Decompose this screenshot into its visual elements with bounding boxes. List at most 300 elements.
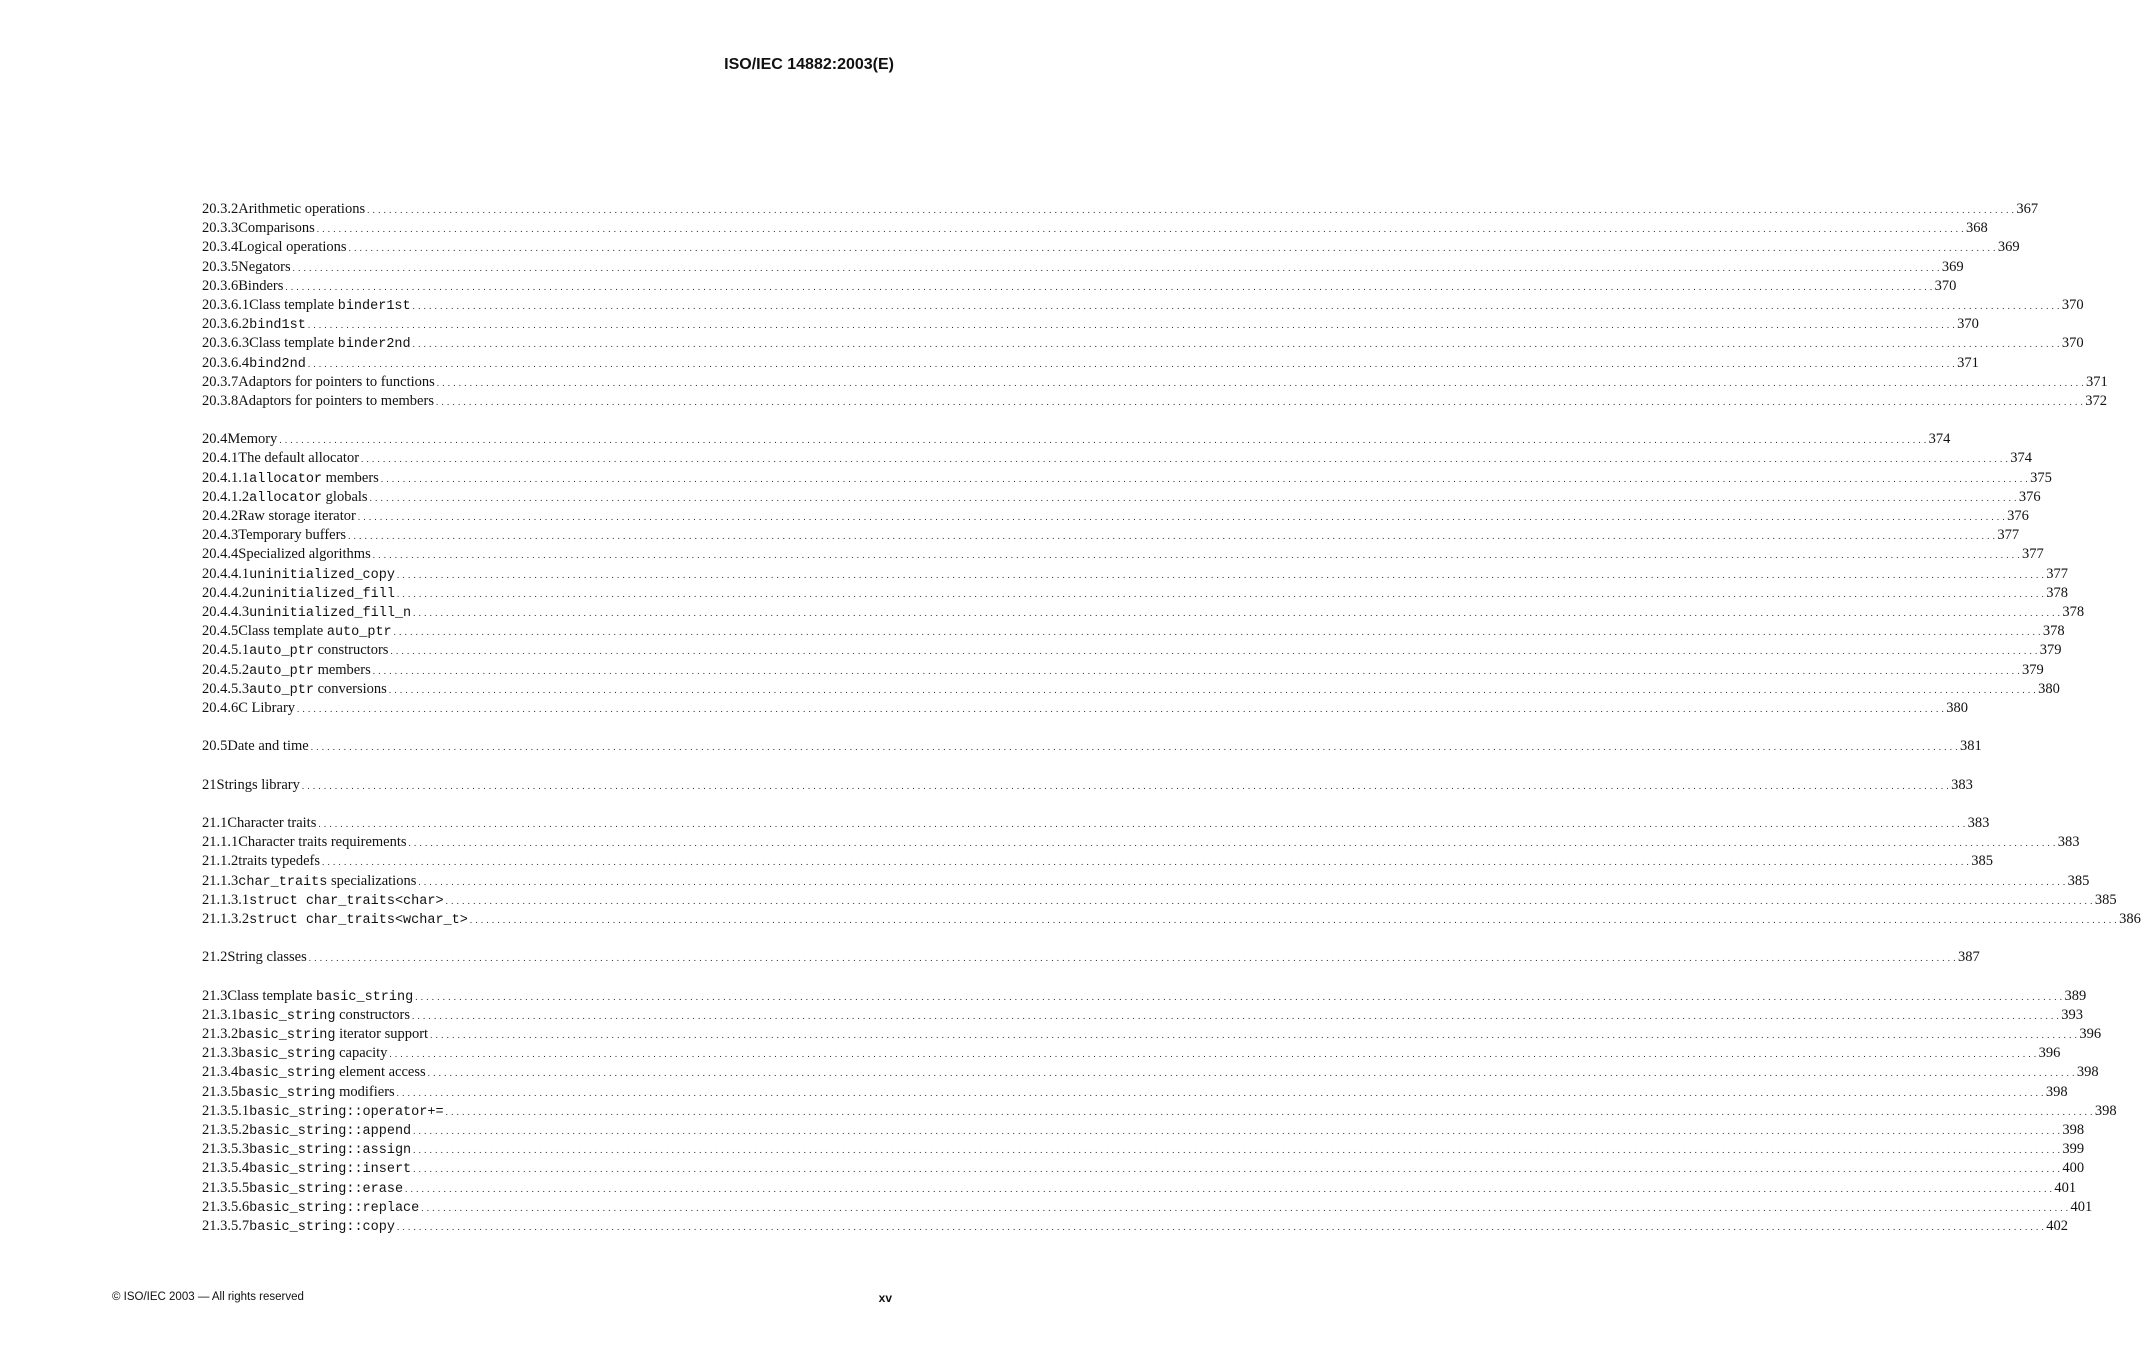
toc-section-number: 20.4.6 (202, 699, 239, 716)
toc-dot-leader: . . . . . . . . . . . . . . . . . . . . . . . . . . . . . . . . . . . . . . . . . . . . . . . . . . . . . . . . . . . . . . . . . . . . . . . . . . . . . . . . . . . . . . . . . . . . . . . . . . . . . . . . . . . . . . . . . . . . . . . . . . . . . . . . . . . . . . . . . . . . . . . . . . . . . . . . . . . . . . . . . . . . . . . . . . . . . . . . . . . . . . . . . . . . . . . . . . . . . . . . . . . . . . . . . . . . . . . . . . . . . . . . . . . . . . . . . . . . . . . . . . . . . . . . . . . . . . . . . . . . . . . . . . . . . . . . . . . . . . . . . . . . . . . . . . . . . . . . . . . . (310, 742, 1958, 753)
toc-entry[interactable] (202, 277, 1957, 296)
toc-section-number: 21 (202, 776, 217, 793)
toc-entry[interactable] (202, 1006, 2083, 1025)
toc-entry[interactable] (202, 1083, 2068, 1102)
toc-title (249, 1102, 443, 1122)
toc-title-code: struct char_traits<wchar_t> (249, 912, 468, 928)
toc-title-text: Temporary buffers (238, 527, 347, 544)
toc-page-number: 378 (2046, 584, 2068, 601)
toc-section-number: 20.4.5.1 (202, 642, 250, 659)
toc-entry[interactable] (202, 776, 1973, 795)
toc-dot-leader: . . . . . . . . . . . . . . . . . . . . . . . . . . . . . . . . . . . . . . . . . . . . . . . . . . . . . . . . . . . . . . . . . . . . . . . . . . . . . . . . . . . . . . . . . . . . . . . . . . . . . . . . . . . . . . . . . . . . . . . . . . . . . . . . . . . . . . . . . . . . . . . . . . . . . . . . . . . . . . . . . . . . . . . . . . . . . . . . . . . . . . . . . . . . . . . . . . . . . . . . . . . . . . . . . . . . . . . . . . . . . . . . . . . . . . . . . . . . . . . . . . . . . . . . . . . . . . . . . . . . . . . . . . . . . . . . . . . . . . . . . . . . . . . . . . . . . . . . . . . . (372, 665, 2020, 676)
toc-section-number: 20.4.1.2 (202, 488, 250, 505)
toc-title-text: specializations (327, 872, 417, 889)
toc-page-number: 401 (2070, 1198, 2093, 1215)
toc-title (249, 315, 306, 335)
toc-entry[interactable] (202, 1179, 2077, 1198)
toc-page-number: 393 (2061, 1006, 2083, 1023)
toc-title (227, 430, 277, 449)
toc-dot-leader: . . . . . . . . . . . . . . . . . . . . . . . . . . . . . . . . . . . . . . . . . . . . . . . . . . . . . . . . . . . . . . . . . . . . . . . . . . . . . . . . . . . . . . . . . . . . . . . . . . . . . . . . . . . . . . . . . . . . . . . . . . . . . . . . . . . . . . . . . . . . . . . . . . . . . . . . . . . . . . . . . . . . . . . . . . . . . . . . . . . . . . . . . . . . . . . . . . . . . . . . . . . . . . . . . . . . . . . . . . . . . . . . . . . . . . . . . . . . . . . . . . . . . . . . . . . . . . . . . . . . . . . . . . . . . . . . . . . . . . . . . . . . . . . . . . . . . . . . . . . . (389, 1049, 2037, 1060)
toc-spacer (202, 795, 894, 814)
toc-entry[interactable] (202, 449, 2033, 468)
toc-section-number: 20.4.5 (202, 623, 239, 640)
toc-title-code: basic_string (238, 1008, 336, 1024)
toc-title-text: Binders (238, 277, 284, 294)
toc-section-number: 21.3.5.3 (202, 1141, 250, 1158)
toc-page-number: 374 (1928, 431, 1951, 448)
toc-page-number: 398 (2076, 1064, 2099, 1081)
toc-title (227, 814, 316, 833)
toc-page-number: 375 (2030, 469, 2052, 486)
toc-title-text: The default allocator (238, 450, 360, 467)
toc-dot-leader: . . . . . . . . . . . . . . . . . . . . . . . . . . . . . . . . . . . . . . . . . . . . . . . . . . . . . . . . . . . . . . . . . . . . . . . . . . . . . . . . . . . . . . . . . . . . . . . . . . . . . . . . . . . . . . . . . . . . . . . . . . . . . . . . . . . . . . . . . . . . . . . . . . . . . . . . . . . . . . . . . . . . . . . . . . . . . . . . . . . . . . . . . . . . . . . . . . . . . . . . . . . . . . . . . . . . . . . . . . . . . . . . . . . . . . . . . . . . . . . . . . . . . . . . . . . . . . . . . . . . . . . . . . . . . . . . . . . . . . . . . . . . . . . . . . . . . . . . . . . . (408, 838, 2056, 849)
toc-dot-leader: . . . . . . . . . . . . . . . . . . . . . . . . . . . . . . . . . . . . . . . . . . . . . . . . . . . . . . . . . . . . . . . . . . . . . . . . . . . . . . . . . . . . . . . . . . . . . . . . . . . . . . . . . . . . . . . . . . . . . . . . . . . . . . . . . . . . . . . . . . . . . . . . . . . . . . . . . . . . . . . . . . . . . . . . . . . . . . . . . . . . . . . . . . . . . . . . . . . . . . . . . . . . . . . . . . . . . . . . . . . . . . . . . . . . . . . . . . . . . . . . . . . . . . . . . . . . . . . . . . . . . . . . . . . . . . . . . . . . . . . . . . . . . . . . . . . . . . . . . . . . (445, 1106, 2093, 1117)
toc-entry[interactable] (202, 1063, 2099, 1082)
toc-dot-leader: . . . . . . . . . . . . . . . . . . . . . . . . . . . . . . . . . . . . . . . . . . . . . . . . . . . . . . . . . . . . . . . . . . . . . . . . . . . . . . . . . . . . . . . . . . . . . . . . . . . . . . . . . . . . . . . . . . . . . . . . . . . . . . . . . . . . . . . . . . . . . . . . . . . . . . . . . . . . . . . . . . . . . . . . . . . . . . . . . . . . . . . . . . . . . . . . . . . . . . . . . . . . . . . . . . . . . . . . . . . . . . . . . . . . . . . . . . . . . . . . . . . . . . . . . . . . . . . . . . . . . . . . . . . . . . . . . . . . . . . . . . . . . . . . . . . . . . . . . . . . (436, 377, 2085, 388)
toc-title (238, 507, 356, 526)
toc-section-number: 20.3.6 (202, 277, 239, 294)
toc-title-text: Specialized algorithms (238, 546, 371, 563)
toc-title (238, 1025, 428, 1045)
toc-title (249, 1198, 419, 1218)
toc-title (249, 1179, 403, 1199)
toc-dot-leader: . . . . . . . . . . . . . . . . . . . . . . . . . . . . . . . . . . . . . . . . . . . . . . . . . . . . . . . . . . . . . . . . . . . . . . . . . . . . . . . . . . . . . . . . . . . . . . . . . . . . . . . . . . . . . . . . . . . . . . . . . . . . . . . . . . . . . . . . . . . . . . . . . . . . . . . . . . . . . . . . . . . . . . . . . . . . . . . . . . . . . . . . . . . . . . . . . . . . . . . . . . . . . . . . . . . . . . . . . . . . . . . . . . . . . . . . . . . . . . . . . . . . . . . . . . . . . . . . . . . . . . . . . . . . . . . . . . . . . . . . . . . . . . . . . . . . . . . . . . . . (445, 895, 2093, 906)
toc-entry[interactable] (202, 565, 2068, 584)
toc-page-number: 398 (2062, 1122, 2085, 1138)
toc-dot-leader: . . . . . . . . . . . . . . . . . . . . . . . . . . . . . . . . . . . . . . . . . . . . . . . . . . . . . . . . . . . . . . . . . . . . . . . . . . . . . . . . . . . . . . . . . . . . . . . . . . . . . . . . . . . . . . . . . . . . . . . . . . . . . . . . . . . . . . . . . . . . . . . . . . . . . . . . . . . . . . . . . . . . . . . . . . . . . . . . . . . . . . . . . . . . . . . . . . . . . . . . . . . . . . . . . . . . . . . . . . . . . . . . . . . . . . . . . . . . . . . . . . . . . . . . . . . . . . . . . . . . . . . . . . . . . . . . . . . . . . . . . . . . . . . . . . . . . . . . . . . . (367, 205, 2015, 215)
toc-title-text: Memory (227, 431, 278, 448)
toc-page-number: 378 (2042, 623, 2065, 640)
toc-entry[interactable] (202, 891, 2117, 910)
toc-page-number: 385 (1971, 853, 1993, 870)
toc-title (238, 200, 365, 219)
toc-entry[interactable] (202, 334, 2084, 353)
toc-title-text: C Library (238, 699, 296, 716)
toc-title (238, 1044, 387, 1064)
toc-page-number: 367 (2016, 201, 2039, 217)
toc-entry[interactable] (202, 469, 2052, 488)
toc-title (249, 296, 411, 316)
toc-entry[interactable] (202, 833, 2080, 852)
toc-entry[interactable] (202, 392, 2107, 411)
toc-section-number: 21.3.3 (202, 1045, 239, 1062)
toc-section-number: 20.3.3 (202, 220, 239, 237)
toc-page-number: 380 (2038, 680, 2060, 697)
toc-page-number: 396 (2038, 1045, 2061, 1062)
toc-entry[interactable] (202, 1159, 2085, 1178)
toc-page-number: 370 (2061, 335, 2084, 352)
toc-page-number: 386 (2119, 910, 2141, 927)
toc-page-number: 378 (2062, 603, 2085, 620)
toc-section-number: 20.4.4.1 (202, 565, 250, 582)
toc-title-code: allocator (249, 490, 323, 506)
table-of-contents (202, 200, 2141, 1236)
toc-page-number: 377 (2021, 546, 2044, 563)
toc-title (249, 603, 411, 623)
toc-section-number: 21.1.2 (202, 853, 239, 870)
toc-title (238, 449, 359, 468)
toc-entry[interactable] (202, 680, 2060, 699)
toc-section-number: 20.3.6.4 (202, 354, 250, 371)
toc-page-number: 398 (2045, 1083, 2068, 1100)
toc-page-number: 369 (1941, 258, 1964, 275)
toc-dot-leader: . . . . . . . . . . . . . . . . . . . . . . . . . . . . . . . . . . . . . . . . . . . . . . . . . . . . . . . . . . . . . . . . . . . . . . . . . . . . . . . . . . . . . . . . . . . . . . . . . . . . . . . . . . . . . . . . . . . . . . . . . . . . . . . . . . . . . . . . . . . . . . . . . . . . . . . . . . . . . . . . . . . . . . . . . . . . . . . . . . . . . . . . . . . . . . . . . . . . . . . . . . . . . . . . . . . . . . . . . . . . . . . . . . . . . . . . . . . . . . . . . . . . . . . . . . . . . . . . . . . . . . . . . . . . . . . . . . . . . . . . . . . . . . . . . . . . . . . . . . . . (322, 857, 1970, 868)
toc-page-number: 383 (2057, 834, 2080, 851)
toc-spacer (202, 756, 894, 775)
toc-page-number: 399 (2062, 1141, 2085, 1158)
toc-title-code: uninitialized_fill_n (249, 605, 412, 621)
toc-title-text: Class template (249, 296, 338, 313)
toc-title (217, 776, 300, 795)
toc-title-text: Class template (227, 987, 316, 1004)
toc-dot-leader: . . . . . . . . . . . . . . . . . . . . . . . . . . . . . . . . . . . . . . . . . . . . . . . . . . . . . . . . . . . . . . . . . . . . . . . . . . . . . . . . . . . . . . . . . . . . . . . . . . . . . . . . . . . . . . . . . . . . . . . . . . . . . . . . . . . . . . . . . . . . . . . . . . . . . . . . . . . . . . . . . . . . . . . . . . . . . . . . . . . . . . . . . . . . . . . . . . . . . . . . . . . . . . . . . . . . . . . . . . . . . . . . . . . . . . . . . . . . . . . . . . . . . . . . . . . . . . . . . . . . . . . . . . . . . . . . . . . . . . . . . . . . . . . . . . . . . . . . . . . . (396, 1221, 2045, 1232)
toc-page-number: 385 (2067, 872, 2090, 889)
toc-title (238, 622, 391, 642)
toc-entry[interactable] (202, 948, 1980, 967)
toc-title-code: basic_string::append (249, 1124, 412, 1139)
toc-entry[interactable] (202, 622, 2065, 641)
toc-entry[interactable] (202, 354, 1979, 373)
toc-section-number: 20.4.4.3 (202, 603, 250, 620)
toc-section-number: 20.3.5 (202, 258, 239, 275)
toc-entry[interactable] (202, 315, 1979, 334)
toc-title (238, 1006, 410, 1026)
toc-section-number: 20.3.6.3 (202, 335, 250, 352)
toc-title (249, 661, 371, 681)
toc-page-number: 398 (2094, 1102, 2117, 1119)
toc-title-code: basic_string::copy (249, 1219, 395, 1235)
toc-page-number: 370 (2061, 296, 2084, 313)
toc-title-text: Logical operations (238, 239, 347, 256)
toc-dot-leader: . . . . . . . . . . . . . . . . . . . . . . . . . . . . . . . . . . . . . . . . . . . . . . . . . . . . . . . . . . . . . . . . . . . . . . . . . . . . . . . . . . . . . . . . . . . . . . . . . . . . . . . . . . . . . . . . . . . . . . . . . . . . . . . . . . . . . . . . . . . . . . . . . . . . . . . . . . . . . . . . . . . . . . . . . . . . . . . . . . . . . . . . . . . . . . . . . . . . . . . . . . . . . . . . . . . . . . . . . . . . . . . . . . . . . . . . . . . . . . . . . . . . . . . . . . . . . . . . . . . . . . . . . . . . . . . . . . . . . . . . . . . . . . . . . . . . . . . . . . . . (390, 646, 2038, 657)
toc-section-number: 21.3.4 (202, 1064, 239, 1081)
toc-page-number: 387 (1957, 949, 1980, 966)
toc-title-text: Strings library (216, 776, 300, 793)
toc-title (238, 373, 435, 392)
toc-section-number: 21.3.5.6 (202, 1198, 250, 1215)
toc-title-text: conversions (313, 680, 387, 697)
toc-title-text: modifiers (335, 1083, 395, 1100)
toc-page-number: 383 (1967, 815, 1990, 831)
toc-dot-leader: . . . . . . . . . . . . . . . . . . . . . . . . . . . . . . . . . . . . . . . . . . . . . . . . . . . . . . . . . . . . . . . . . . . . . . . . . . . . . . . . . . . . . . . . . . . . . . . . . . . . . . . . . . . . . . . . . . . . . . . . . . . . . . . . . . . . . . . . . . . . . . . . . . . . . . . . . . . . . . . . . . . . . . . . . . . . . . . . . . . . . . . . . . . . . . . . . . . . . . . . . . . . . . . . . . . . . . . . . . . . . . . . . . . . . . . . . . . . . . . . . . . . . . . . . . . . . . . . . . . . . . . . . . . . . . . . . . . . . . . . . . . . . . . . . . . . . . . . . . . . (316, 224, 1965, 235)
toc-dot-leader: . . . . . . . . . . . . . . . . . . . . . . . . . . . . . . . . . . . . . . . . . . . . . . . . . . . . . . . . . . . . . . . . . . . . . . . . . . . . . . . . . . . . . . . . . . . . . . . . . . . . . . . . . . . . . . . . . . . . . . . . . . . . . . . . . . . . . . . . . . . . . . . . . . . . . . . . . . . . . . . . . . . . . . . . . . . . . . . . . . . . . . . . . . . . . . . . . . . . . . . . . . . . . . . . . . . . . . . . . . . . . . . . . . . . . . . . . . . . . . . . . . . . . . . . . . . . . . . . . . . . . . . . . . . . . . . . . . . . . . . . . . . . . . . . . . . . . . . . . . . . (413, 607, 2061, 618)
toc-title (249, 565, 395, 585)
toc-title (238, 277, 283, 296)
toc-dot-leader: . . . . . . . . . . . . . . . . . . . . . . . . . . . . . . . . . . . . . . . . . . . . . . . . . . . . . . . . . . . . . . . . . . . . . . . . . . . . . . . . . . . . . . . . . . . . . . . . . . . . . . . . . . . . . . . . . . . . . . . . . . . . . . . . . . . . . . . . . . . . . . . . . . . . . . . . . . . . . . . . . . . . . . . . . . . . . . . . . . . . . . . . . . . . . . . . . . . . . . . . . . . . . . . . . . . . . . . . . . . . . . . . . . . . . . . . . . . . . . . . . . . . . . . . . . . . . . . . . . . . . . . . . . . . . . . . . . . . . . . . . . . . . . . . . . . . . . . . . . . . (307, 358, 1956, 369)
toc-dot-leader: . . . . . . . . . . . . . . . . . . . . . . . . . . . . . . . . . . . . . . . . . . . . . . . . . . . . . . . . . . . . . . . . . . . . . . . . . . . . . . . . . . . . . . . . . . . . . . . . . . . . . . . . . . . . . . . . . . . . . . . . . . . . . . . . . . . . . . . . . . . . . . . . . . . . . . . . . . . . . . . . . . . . . . . . . . . . . . . . . . . . . . . . . . . . . . . . . . . . . . . . . . . . . . . . . . . . . . . . . . . . . . . . . . . . . . . . . . . . . . . . . . . . . . . . . . . . . . . . . . . . . . . . . . . . . . . . . . . . . . . . . . . . . . . . . . . . . . . . . . . . (412, 300, 2060, 311)
toc-section-number: 21.3.1 (202, 1006, 239, 1023)
toc-page-number: 381 (1959, 738, 1982, 755)
toc-dot-leader: . . . . . . . . . . . . . . . . . . . . . . . . . . . . . . . . . . . . . . . . . . . . . . . . . . . . . . . . . . . . . . . . . . . . . . . . . . . . . . . . . . . . . . . . . . . . . . . . . . . . . . . . . . . . . . . . . . . . . . . . . . . . . . . . . . . . . . . . . . . . . . . . . . . . . . . . . . . . . . . . . . . . . . . . . . . . . . . . . . . . . . . . . . . . . . . . . . . . . . . . . . . . . . . . . . . . . . . . . . . . . . . . . . . . . . . . . . . . . . . . . . . . . . . . . . . . . . . . . . . . . . . . . . . . . . . . . . . . . . . . . . . . . . . . . . . . . . . . . . . . (357, 512, 2006, 522)
toc-page-number: 379 (2039, 642, 2062, 659)
toc-page-number: 376 (2018, 488, 2041, 505)
toc-title-text: constructors (335, 1006, 410, 1023)
toc-dot-leader: . . . . . . . . . . . . . . . . . . . . . . . . . . . . . . . . . . . . . . . . . . . . . . . . . . . . . . . . . . . . . . . . . . . . . . . . . . . . . . . . . . . . . . . . . . . . . . . . . . . . . . . . . . . . . . . . . . . . . . . . . . . . . . . . . . . . . . . . . . . . . . . . . . . . . . . . . . . . . . . . . . . . . . . . . . . . . . . . . . . . . . . . . . . . . . . . . . . . . . . . . . . . . . . . . . . . . . . . . . . . . . . . . . . . . . . . . . . . . . . . . . . . . . . . . . . . . . . . . . . . . . . . . . . . . . . . . . . . . . . . . . . . . . . . . . . . . . . . . . . . (435, 396, 2084, 407)
toc-entry[interactable] (202, 1140, 2085, 1159)
toc-page-number: 380 (1946, 699, 1969, 716)
toc-entry[interactable] (202, 852, 1993, 871)
toc-title (249, 488, 367, 508)
toc-title (238, 219, 315, 238)
toc-title-code: basic_string (238, 1047, 336, 1063)
toc-title-text: constructors (313, 642, 389, 659)
toc-dot-leader: . . . . . . . . . . . . . . . . . . . . . . . . . . . . . . . . . . . . . . . . . . . . . . . . . . . . . . . . . . . . . . . . . . . . . . . . . . . . . . . . . . . . . . . . . . . . . . . . . . . . . . . . . . . . . . . . . . . . . . . . . . . . . . . . . . . . . . . . . . . . . . . . . . . . . . . . . . . . . . . . . . . . . . . . . . . . . . . . . . . . . . . . . . . . . . . . . . . . . . . . . . . . . . . . . . . . . . . . . . . . . . . . . . . . . . . . . . . . . . . . . . . . . . . . . . . . . . . . . . . . . . . . . . . . . . . . . . . . . . . . . . . . . . . . . . . . . . . . . . . . (279, 435, 1927, 446)
toc-title-text: Adaptors for pointers to members (238, 392, 434, 409)
toc-dot-leader: . . . . . . . . . . . . . . . . . . . . . . . . . . . . . . . . . . . . . . . . . . . . . . . . . . . . . . . . . . . . . . . . . . . . . . . . . . . . . . . . . . . . . . . . . . . . . . . . . . . . . . . . . . . . . . . . . . . . . . . . . . . . . . . . . . . . . . . . . . . . . . . . . . . . . . . . . . . . . . . . . . . . . . . . . . . . . . . . . . . . . . . . . . . . . . . . . . . . . . . . . . . . . . . . . . . . . . . . . . . . . . . . . . . . . . . . . . . . . . . . . . . . . . . . . . . . . . . . . . . . . . . . . . . . . . . . . . . . . . . . . . . . . . . . . . . . . . . . . . . . (430, 1030, 2078, 1041)
toc-title-text: Arithmetic operations (238, 201, 366, 217)
toc-dot-leader: . . . . . . . . . . . . . . . . . . . . . . . . . . . . . . . . . . . . . . . . . . . . . . . . . . . . . . . . . . . . . . . . . . . . . . . . . . . . . . . . . . . . . . . . . . . . . . . . . . . . . . . . . . . . . . . . . . . . . . . . . . . . . . . . . . . . . . . . . . . . . . . . . . . . . . . . . . . . . . . . . . . . . . . . . . . . . . . . . . . . . . . . . . . . . . . . . . . . . . . . . . . . . . . . . . . . . . . . . . . . . . . . . . . . . . . . . . . . . . . . . . . . . . . . . . . . . . . . . . . . . . . . . . . . . . . . . . . . . . . . . . . . . . . . . . . . . . . . . . . . (297, 703, 1945, 714)
toc-title-text: Class template (238, 623, 327, 640)
toc-section-number: 20.3.6.1 (202, 296, 250, 313)
toc-dot-leader: . . . . . . . . . . . . . . . . . . . . . . . . . . . . . . . . . . . . . . . . . . . . . . . . . . . . . . . . . . . . . . . . . . . . . . . . . . . . . . . . . . . . . . . . . . . . . . . . . . . . . . . . . . . . . . . . . . . . . . . . . . . . . . . . . . . . . . . . . . . . . . . . . . . . . . . . . . . . . . . . . . . . . . . . . . . . . . . . . . . . . . . . . . . . . . . . . . . . . . . . . . . . . . . . . . . . . . . . . . . . . . . . . . . . . . . . . . . . . . . . . . . . . . . . . . . . . . . . . . . . . . . . . . . . . . . . . . . . . . . . . . . . . . . . . . . . . . . . . . . . (285, 281, 1933, 292)
toc-title (238, 1083, 394, 1103)
toc-title-text: iterator support (335, 1026, 429, 1043)
toc-title-code: uninitialized_fill (249, 586, 395, 602)
toc-title (227, 987, 413, 1007)
toc-dot-leader: . . . . . . . . . . . . . . . . . . . . . . . . . . . . . . . . . . . . . . . . . . . . . . . . . . . . . . . . . . . . . . . . . . . . . . . . . . . . . . . . . . . . . . . . . . . . . . . . . . . . . . . . . . . . . . . . . . . . . . . . . . . . . . . . . . . . . . . . . . . . . . . . . . . . . . . . . . . . . . . . . . . . . . . . . . . . . . . . . . . . . . . . . . . . . . . . . . . . . . . . . . . . . . . . . . . . . . . . . . . . . . . . . . . . . . . . . . . . . . . . . . . . . . . . . . . . . . . . . . . . . . . . . . . . . . . . . . . . . . . . . . . . . . . . . . . . . . . . . . . . (380, 473, 2029, 484)
toc-section-number: 21.3.5.5 (202, 1179, 250, 1196)
toc-section-number: 21.1 (202, 815, 228, 831)
toc-dot-leader: . . . . . . . . . . . . . . . . . . . . . . . . . . . . . . . . . . . . . . . . . . . . . . . . . . . . . . . . . . . . . . . . . . . . . . . . . . . . . . . . . . . . . . . . . . . . . . . . . . . . . . . . . . . . . . . . . . . . . . . . . . . . . . . . . . . . . . . . . . . . . . . . . . . . . . . . . . . . . . . . . . . . . . . . . . . . . . . . . . . . . . . . . . . . . . . . . . . . . . . . . . . . . . . . . . . . . . . . . . . . . . . . . . . . . . . . . . . . . . . . . . . . . . . . . . . . . . . . . . . . . . . . . . . . . . . . . . . . . . . . . . . . . . . . . . . . . . . . . . . . (348, 243, 1996, 254)
toc-section-number: 21.3.5.7 (202, 1217, 250, 1234)
toc-title-text: globals (322, 488, 368, 505)
toc-title (249, 680, 387, 700)
toc-title-text: capacity (335, 1045, 388, 1062)
toc-title-text: traits typedefs (238, 853, 320, 870)
toc-section-number: 20.4.1.1 (202, 469, 250, 486)
toc-entry[interactable] (202, 1025, 2102, 1044)
toc-entry[interactable] (202, 373, 2108, 392)
toc-page-number: 368 (1966, 220, 1988, 237)
toc-title-text: Comparisons (238, 220, 315, 237)
toc-dot-leader: . . . . . . . . . . . . . . . . . . . . . . . . . . . . . . . . . . . . . . . . . . . . . . . . . . . . . . . . . . . . . . . . . . . . . . . . . . . . . . . . . . . . . . . . . . . . . . . . . . . . . . . . . . . . . . . . . . . . . . . . . . . . . . . . . . . . . . . . . . . . . . . . . . . . . . . . . . . . . . . . . . . . . . . . . . . . . . . . . . . . . . . . . . . . . . . . . . . . . . . . . . . . . . . . . . . . . . . . . . . . . . . . . . . . . . . . . . . . . . . . . . . . . . . . . . . . . . . . . . . . . . . . . . . . . . . . . . . . . . . . . . . . . . . . . . . . . . . . . . . . (388, 684, 2037, 695)
toc-dot-leader: . . . . . . . . . . . . . . . . . . . . . . . . . . . . . . . . . . . . . . . . . . . . . . . . . . . . . . . . . . . . . . . . . . . . . . . . . . . . . . . . . . . . . . . . . . . . . . . . . . . . . . . . . . . . . . . . . . . . . . . . . . . . . . . . . . . . . . . . . . . . . . . . . . . . . . . . . . . . . . . . . . . . . . . . . . . . . . . . . . . . . . . . . . . . . . . . . . . . . . . . . . . . . . . . . . . . . . . . . . . . . . . . . . . . . . . . . . . . . . . . . . . . . . . . . . . . . . . . . . . . . . . . . . . . . . . . . . . . . . . . . . . . . . . . . . . . . . . . . . . . (412, 339, 2060, 350)
toc-page-number: 396 (2079, 1026, 2102, 1043)
toc-dot-leader: . . . . . . . . . . . . . . . . . . . . . . . . . . . . . . . . . . . . . . . . . . . . . . . . . . . . . . . . . . . . . . . . . . . . . . . . . . . . . . . . . . . . . . . . . . . . . . . . . . . . . . . . . . . . . . . . . . . . . . . . . . . . . . . . . . . . . . . . . . . . . . . . . . . . . . . . . . . . . . . . . . . . . . . . . . . . . . . . . . . . . . . . . . . . . . . . . . . . . . . . . . . . . . . . . . . . . . . . . . . . . . . . . . . . . . . . . . . . . . . . . . . . . . . . . . . . . . . . . . . . . . . . . . . . . . . . . . . . . . . . . . . . . . . . . . . . . . . . . . . . (393, 627, 2041, 638)
toc-section-number: 20.4.4 (202, 546, 239, 563)
toc-title-code: auto_ptr (326, 625, 392, 641)
toc-title-code: auto_ptr (249, 644, 314, 660)
toc-title-code: basic_string::erase (249, 1181, 404, 1197)
toc-entry[interactable] (202, 1044, 2061, 1063)
toc-title-code: uninitialized_copy (249, 567, 395, 583)
toc-section-number: 20.3.7 (202, 373, 239, 390)
toc-dot-leader: . . . . . . . . . . . . . . . . . . . . . . . . . . . . . . . . . . . . . . . . . . . . . . . . . . . . . . . . . . . . . . . . . . . . . . . . . . . . . . . . . . . . . . . . . . . . . . . . . . . . . . . . . . . . . . . . . . . . . . . . . . . . . . . . . . . . . . . . . . . . . . . . . . . . . . . . . . . . . . . . . . . . . . . . . . . . . . . . . . . . . . . . . . . . . . . . . . . . . . . . . . . . . . . . . . . . . . . . . . . . . . . . . . . . . . . . . . . . . . . . . . . . . . . . . . . . . . . . . . . . . . . . . . . . . . . . . . . . . . . . . . . . . . . . . . . . . . . . . . . . (413, 1164, 2061, 1175)
toc-dot-leader: . . . . . . . . . . . . . . . . . . . . . . . . . . . . . . . . . . . . . . . . . . . . . . . . . . . . . . . . . . . . . . . . . . . . . . . . . . . . . . . . . . . . . . . . . . . . . . . . . . . . . . . . . . . . . . . . . . . . . . . . . . . . . . . . . . . . . . . . . . . . . . . . . . . . . . . . . . . . . . . . . . . . . . . . . . . . . . . . . . . . . . . . . . . . . . . . . . . . . . . . . . . . . . . . . . . . . . . . . . . . . . . . . . . . . . . . . . . . . . . . . . . . . . . . . . . . . . . . . . . . . . . . . . . . . . . . . . . . . . . . . . . . . . . . . . . . . . . . . . . . (405, 1183, 2053, 1194)
toc-entry[interactable] (202, 987, 2087, 1006)
toc-entry[interactable] (202, 1198, 2093, 1217)
toc-entry[interactable] (202, 430, 1951, 449)
toc-page-number: 385 (2094, 891, 2117, 908)
toc-entry[interactable] (202, 1121, 2085, 1140)
toc-page-number: 369 (1997, 239, 2020, 256)
toc-title-code: basic_string (238, 1028, 336, 1044)
toc-entry[interactable] (202, 507, 2029, 526)
toc-title-code: bind1st (249, 318, 306, 334)
toc-title (249, 891, 443, 911)
toc-entry[interactable] (202, 872, 2090, 891)
toc-title-code: basic_string::replace (249, 1200, 420, 1216)
toc-page-number: 379 (2021, 661, 2044, 678)
toc-spacer (202, 929, 894, 948)
toc-dot-leader: . . . . . . . . . . . . . . . . . . . . . . . . . . . . . . . . . . . . . . . . . . . . . . . . . . . . . . . . . . . . . . . . . . . . . . . . . . . . . . . . . . . . . . . . . . . . . . . . . . . . . . . . . . . . . . . . . . . . . . . . . . . . . . . . . . . . . . . . . . . . . . . . . . . . . . . . . . . . . . . . . . . . . . . . . . . . . . . . . . . . . . . . . . . . . . . . . . . . . . . . . . . . . . . . . . . . . . . . . . . . . . . . . . . . . . . . . . . . . . . . . . . . . . . . . . . . . . . . . . . . . . . . . . . . . . . . . . . . . . . . . . . . . . . . . . . . . . . . . . . . (427, 1068, 2075, 1079)
toc-section-number: 21.3.2 (202, 1026, 239, 1043)
toc-entry[interactable] (202, 603, 2085, 622)
toc-entry[interactable] (202, 814, 1990, 833)
toc-dot-leader: . . . . . . . . . . . . . . . . . . . . . . . . . . . . . . . . . . . . . . . . . . . . . . . . . . . . . . . . . . . . . . . . . . . . . . . . . . . . . . . . . . . . . . . . . . . . . . . . . . . . . . . . . . . . . . . . . . . . . . . . . . . . . . . . . . . . . . . . . . . . . . . . . . . . . . . . . . . . . . . . . . . . . . . . . . . . . . . . . . . . . . . . . . . . . . . . . . . . . . . . . . . . . . . . . . . . . . . . . . . . . . . . . . . . . . . . . . . . . . . . . . . . . . . . . . . . . . . . . . . . . . . . . . . . . . . . . . . . . . . . . . . . . . . . . . . . . . . . . . . . (413, 1145, 2061, 1156)
toc-dot-leader: . . . . . . . . . . . . . . . . . . . . . . . . . . . . . . . . . . . . . . . . . . . . . . . . . . . . . . . . . . . . . . . . . . . . . . . . . . . . . . . . . . . . . . . . . . . . . . . . . . . . . . . . . . . . . . . . . . . . . . . . . . . . . . . . . . . . . . . . . . . . . . . . . . . . . . . . . . . . . . . . . . . . . . . . . . . . . . . . . . . . . . . . . . . . . . . . . . . . . . . . . . . . . . . . . . . . . . . . . . . . . . . . . . . . . . . . . . . . . . . . . . . . . . . . . . . . . . . . . . . . . . . . . . . . . . . . . . . . . . . . . . . . . . . . . . . . . . . . . . . . (318, 819, 1966, 829)
toc-title-text: Character traits requirements (238, 834, 407, 851)
toc-title (238, 699, 295, 718)
toc-dot-leader: . . . . . . . . . . . . . . . . . . . . . . . . . . . . . . . . . . . . . . . . . . . . . . . . . . . . . . . . . . . . . . . . . . . . . . . . . . . . . . . . . . . . . . . . . . . . . . . . . . . . . . . . . . . . . . . . . . . . . . . . . . . . . . . . . . . . . . . . . . . . . . . . . . . . . . . . . . . . . . . . . . . . . . . . . . . . . . . . . . . . . . . . . . . . . . . . . . . . . . . . . . . . . . . . . . . . . . . . . . . . . . . . . . . . . . . . . . . . . . . . . . . . . . . . . . . . . . . . . . . . . . . . . . . . . . . . . . . . . . . . . . . . . . . . . . . . . . . . . . . . (413, 1126, 2061, 1136)
toc-entry[interactable] (202, 661, 2044, 680)
toc-title-code: basic_string (238, 1066, 336, 1082)
toc-section-number: 20.4 (202, 431, 228, 448)
toc-section-number: 20.4.4.2 (202, 584, 250, 601)
page-number-footer: xv (878, 1291, 892, 1305)
toc-entry[interactable] (202, 737, 1982, 756)
toc-section-number: 20.3.8 (202, 392, 239, 409)
toc-section-number: 20.4.2 (202, 508, 239, 524)
toc-dot-leader: . . . . . . . . . . . . . . . . . . . . . . . . . . . . . . . . . . . . . . . . . . . . . . . . . . . . . . . . . . . . . . . . . . . . . . . . . . . . . . . . . . . . . . . . . . . . . . . . . . . . . . . . . . . . . . . . . . . . . . . . . . . . . . . . . . . . . . . . . . . . . . . . . . . . . . . . . . . . . . . . . . . . . . . . . . . . . . . . . . . . . . . . . . . . . . . . . . . . . . . . . . . . . . . . . . . . . . . . . . . . . . . . . . . . . . . . . . . . . . . . . . . . . . . . . . . . . . . . . . . . . . . . . . . . . . . . . . . . . . . . . . . . . . . . . . . . . . . . . . . . (348, 531, 1996, 542)
toc-entry[interactable] (202, 641, 2062, 660)
toc-page-number: 401 (2054, 1179, 2077, 1196)
toc-page-number: 374 (2010, 450, 2033, 467)
copyright-footer: © ISO/IEC 2003 — All rights reserved (112, 1291, 304, 1303)
toc-title (238, 526, 346, 545)
toc-title-code: basic_string (315, 989, 414, 1005)
toc-title-text: members (322, 469, 379, 486)
toc-title-code: auto_ptr (249, 663, 314, 679)
toc-section-number: 20.3.4 (202, 239, 239, 256)
toc-title (238, 392, 434, 411)
toc-entry[interactable] (202, 258, 1964, 277)
toc-title (249, 1159, 411, 1179)
toc-section-number: 20.4.5.3 (202, 680, 250, 697)
toc-title (227, 737, 308, 756)
toc-page-number: 372 (2085, 392, 2107, 409)
toc-title (249, 1121, 411, 1141)
toc-title-text: Adaptors for pointers to functions (238, 373, 435, 390)
toc-section-number: 20.5 (202, 738, 228, 755)
toc-title (238, 258, 290, 277)
toc-page-number: 402 (2046, 1217, 2068, 1234)
toc-entry[interactable] (202, 238, 2020, 257)
toc-entry[interactable] (202, 200, 2039, 219)
toc-title (238, 852, 320, 871)
toc-page-number: 370 (1957, 316, 1979, 333)
toc-title-code: basic_string::operator+= (249, 1104, 444, 1120)
toc-entry[interactable] (202, 1102, 2117, 1121)
toc-title-text: Class template (249, 335, 338, 352)
toc-dot-leader: . . . . . . . . . . . . . . . . . . . . . . . . . . . . . . . . . . . . . . . . . . . . . . . . . . . . . . . . . . . . . . . . . . . . . . . . . . . . . . . . . . . . . . . . . . . . . . . . . . . . . . . . . . . . . . . . . . . . . . . . . . . . . . . . . . . . . . . . . . . . . . . . . . . . . . . . . . . . . . . . . . . . . . . . . . . . . . . . . . . . . . . . . . . . . . . . . . . . . . . . . . . . . . . . . . . . . . . . . . . . . . . . . . . . . . . . . . . . . . . . . . . . . . . . . . . . . . . . . . . . . . . . . . . . . . . . . . . . . . . . . . . . . . . . . . . . . . . . . . . . (421, 1202, 2069, 1213)
toc-page-number: 371 (1957, 354, 1979, 371)
toc-section-number: 21.1.3 (202, 872, 239, 889)
toc-title-text: element access (335, 1064, 426, 1081)
document-id-header: ISO/IEC 14882:2003(E) (724, 56, 894, 73)
toc-entry[interactable] (202, 219, 1988, 238)
toc-title-code: allocator (249, 471, 323, 487)
toc-spacer (202, 411, 894, 430)
toc-dot-leader: . . . . . . . . . . . . . . . . . . . . . . . . . . . . . . . . . . . . . . . . . . . . . . . . . . . . . . . . . . . . . . . . . . . . . . . . . . . . . . . . . . . . . . . . . . . . . . . . . . . . . . . . . . . . . . . . . . . . . . . . . . . . . . . . . . . . . . . . . . . . . . . . . . . . . . . . . . . . . . . . . . . . . . . . . . . . . . . . . . . . . . . . . . . . . . . . . . . . . . . . . . . . . . . . . . . . . . . . . . . . . . . . . . . . . . . . . . . . . . . . . . . . . . . . . . . . . . . . . . . . . . . . . . . . . . . . . . . . . . . . . . . . . . . . . . . . . . . . . . . . (307, 320, 1956, 331)
toc-title-code: binder1st (337, 298, 411, 314)
toc-section-number: 20.3.2 (202, 201, 239, 217)
toc-entry[interactable] (202, 488, 2041, 507)
toc-title (249, 584, 395, 604)
toc-title (238, 1063, 425, 1083)
toc-page-number: 377 (2046, 565, 2068, 582)
toc-section-number: 21.1.1 (202, 834, 239, 851)
toc-section-number: 20.3.6.2 (202, 316, 250, 333)
toc-title-text: Character traits (227, 815, 317, 831)
toc-entry[interactable] (202, 1217, 2068, 1236)
toc-title (238, 833, 406, 852)
toc-title (249, 1217, 395, 1237)
toc-title-text: String classes (227, 949, 307, 966)
toc-dot-leader: . . . . . . . . . . . . . . . . . . . . . . . . . . . . . . . . . . . . . . . . . . . . . . . . . . . . . . . . . . . . . . . . . . . . . . . . . . . . . . . . . . . . . . . . . . . . . . . . . . . . . . . . . . . . . . . . . . . . . . . . . . . . . . . . . . . . . . . . . . . . . . . . . . . . . . . . . . . . . . . . . . . . . . . . . . . . . . . . . . . . . . . . . . . . . . . . . . . . . . . . . . . . . . . . . . . . . . . . . . . . . . . . . . . . . . . . . . . . . . . . . . . . . . . . . . . . . . . . . . . . . . . . . . . . . . . . . . . . . . . . . . . . . . . . . . . . . . . . . . . . (396, 1087, 2044, 1098)
toc-dot-leader: . . . . . . . . . . . . . . . . . . . . . . . . . . . . . . . . . . . . . . . . . . . . . . . . . . . . . . . . . . . . . . . . . . . . . . . . . . . . . . . . . . . . . . . . . . . . . . . . . . . . . . . . . . . . . . . . . . . . . . . . . . . . . . . . . . . . . . . . . . . . . . . . . . . . . . . . . . . . . . . . . . . . . . . . . . . . . . . . . . . . . . . . . . . . . . . . . . . . . . . . . . . . . . . . . . . . . . . . . . . . . . . . . . . . . . . . . . . . . . . . . . . . . . . . . . . . . . . . . . . . . . . . . . . . . . . . . . . . . . . . . . . . . . . . . . . . . . . . . . . . (396, 588, 2045, 599)
toc-page-number: 377 (1997, 527, 2020, 544)
toc-dot-leader: . . . . . . . . . . . . . . . . . . . . . . . . . . . . . . . . . . . . . . . . . . . . . . . . . . . . . . . . . . . . . . . . . . . . . . . . . . . . . . . . . . . . . . . . . . . . . . . . . . . . . . . . . . . . . . . . . . . . . . . . . . . . . . . . . . . . . . . . . . . . . . . . . . . . . . . . . . . . . . . . . . . . . . . . . . . . . . . . . . . . . . . . . . . . . . . . . . . . . . . . . . . . . . . . . . . . . . . . . . . . . . . . . . . . . . . . . . . . . . . . . . . . . . . . . . . . . . . . . . . . . . . . . . . . . . . . . . . . . . . . . . . . . . . . . . . . . . . . . . . . (411, 1010, 2060, 1021)
toc-spacer (202, 968, 894, 987)
toc-section-number: 21.3.5.4 (202, 1160, 250, 1177)
toc-page-number: 370 (1934, 277, 1957, 294)
toc-title-code: char_traits (238, 874, 328, 890)
toc-title (249, 1140, 411, 1160)
toc-title (249, 641, 388, 661)
toc-entry[interactable] (202, 526, 2020, 545)
toc-title-text: Date and time (227, 738, 309, 755)
toc-title (249, 469, 379, 489)
toc-section-number: 21.3.5.1 (202, 1102, 250, 1119)
toc-title-code: auto_ptr (249, 682, 314, 698)
toc-dot-leader: . . . . . . . . . . . . . . . . . . . . . . . . . . . . . . . . . . . . . . . . . . . . . . . . . . . . . . . . . . . . . . . . . . . . . . . . . . . . . . . . . . . . . . . . . . . . . . . . . . . . . . . . . . . . . . . . . . . . . . . . . . . . . . . . . . . . . . . . . . . . . . . . . . . . . . . . . . . . . . . . . . . . . . . . . . . . . . . . . . . . . . . . . . . . . . . . . . . . . . . . . . . . . . . . . . . . . . . . . . . . . . . . . . . . . . . . . . . . . . . . . . . . . . . . . . . . . . . . . . . . . . . . . . . . . . . . . . . . . . . . . . . . . . . . . . . . . . . . . . . . (418, 876, 2066, 887)
toc-title-code: basic_string::insert (249, 1162, 412, 1178)
toc-title-text: Negators (238, 258, 291, 275)
toc-page-number: 376 (2007, 508, 2029, 524)
toc-title (249, 910, 468, 930)
toc-section-number: 21.3 (202, 987, 228, 1004)
toc-section-number: 21.1.3.2 (202, 910, 250, 927)
toc-title-text: Raw storage iterator (238, 508, 356, 524)
toc-title-code: binder2nd (337, 337, 411, 353)
toc-section-number: 20.4.3 (202, 527, 239, 544)
toc-dot-leader: . . . . . . . . . . . . . . . . . . . . . . . . . . . . . . . . . . . . . . . . . . . . . . . . . . . . . . . . . . . . . . . . . . . . . . . . . . . . . . . . . . . . . . . . . . . . . . . . . . . . . . . . . . . . . . . . . . . . . . . . . . . . . . . . . . . . . . . . . . . . . . . . . . . . . . . . . . . . . . . . . . . . . . . . . . . . . . . . . . . . . . . . . . . . . . . . . . . . . . . . . . . . . . . . . . . . . . . . . . . . . . . . . . . . . . . . . . . . . . . . . . . . . . . . . . . . . . . . . . . . . . . . . . . . . . . . . . . . . . . . . . . . . . . . . . . . . . . . . . . . (415, 991, 2063, 1002)
toc-entry[interactable] (202, 545, 2044, 564)
toc-section-number: 21.3.5.2 (202, 1122, 250, 1138)
toc-section-number: 21.2 (202, 949, 228, 966)
toc-title-text: members (313, 661, 371, 678)
toc-page-number: 371 (2086, 373, 2108, 390)
toc-entry[interactable] (202, 699, 1969, 718)
toc-dot-leader: . . . . . . . . . . . . . . . . . . . . . . . . . . . . . . . . . . . . . . . . . . . . . . . . . . . . . . . . . . . . . . . . . . . . . . . . . . . . . . . . . . . . . . . . . . . . . . . . . . . . . . . . . . . . . . . . . . . . . . . . . . . . . . . . . . . . . . . . . . . . . . . . . . . . . . . . . . . . . . . . . . . . . . . . . . . . . . . . . . . . . . . . . . . . . . . . . . . . . . . . . . . . . . . . . . . . . . . . . . . . . . . . . . . . . . . . . . . . . . . . . . . . . . . . . . . . . . . . . . . . . . . . . . . . . . . . . . . . . . . . . . . . . . . . . . . . . . . . . . . . (301, 780, 1950, 791)
toc-dot-leader: . . . . . . . . . . . . . . . . . . . . . . . . . . . . . . . . . . . . . . . . . . . . . . . . . . . . . . . . . . . . . . . . . . . . . . . . . . . . . . . . . . . . . . . . . . . . . . . . . . . . . . . . . . . . . . . . . . . . . . . . . . . . . . . . . . . . . . . . . . . . . . . . . . . . . . . . . . . . . . . . . . . . . . . . . . . . . . . . . . . . . . . . . . . . . . . . . . . . . . . . . . . . . . . . . . . . . . . . . . . . . . . . . . . . . . . . . . . . . . . . . . . . . . . . . . . . . . . . . . . . . . . . . . . . . . . . . . . . . . . . . . . . . . . . . . . . . . . . . . . . (308, 953, 1956, 964)
toc-section-number: 21.1.3.1 (202, 891, 250, 908)
toc-entry[interactable] (202, 910, 2141, 929)
toc-title-code: basic_string (238, 1085, 336, 1101)
toc-title (238, 545, 370, 564)
toc-entry[interactable] (202, 584, 2068, 603)
toc-section-number: 20.4.5.2 (202, 661, 250, 678)
toc-dot-leader: . . . . . . . . . . . . . . . . . . . . . . . . . . . . . . . . . . . . . . . . . . . . . . . . . . . . . . . . . . . . . . . . . . . . . . . . . . . . . . . . . . . . . . . . . . . . . . . . . . . . . . . . . . . . . . . . . . . . . . . . . . . . . . . . . . . . . . . . . . . . . . . . . . . . . . . . . . . . . . . . . . . . . . . . . . . . . . . . . . . . . . . . . . . . . . . . . . . . . . . . . . . . . . . . . . . . . . . . . . . . . . . . . . . . . . . . . . . . . . . . . . . . . . . . . . . . . . . . . . . . . . . . . . . . . . . . . . . . . . . . . . . . . . . . . . . . . . . . . . . . (361, 454, 2009, 465)
toc-spacer (202, 718, 894, 737)
toc-page-number: 389 (2064, 987, 2087, 1004)
toc-title-code: bind2nd (249, 356, 306, 372)
toc-entry[interactable] (202, 296, 2084, 315)
toc-title-code: struct char_traits<char> (249, 893, 444, 909)
toc-title (249, 334, 411, 354)
toc-section-number: 20.4.1 (202, 450, 239, 467)
